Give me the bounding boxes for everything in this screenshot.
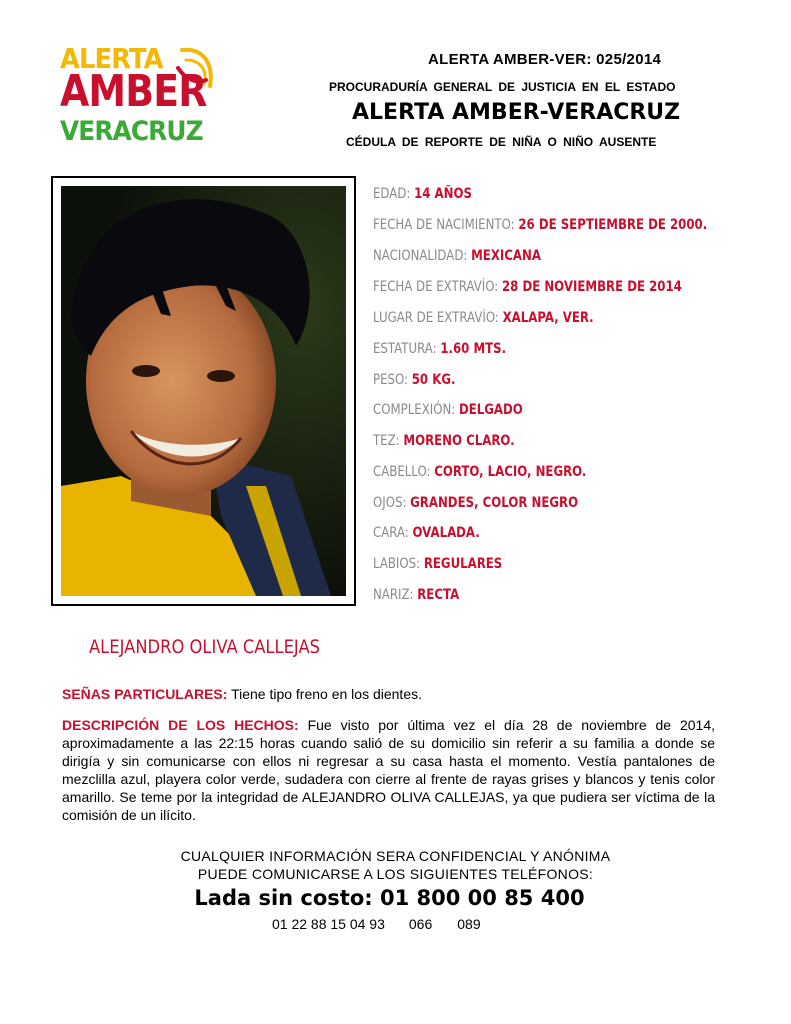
field-nariz: NARIZ: RECTA (373, 587, 460, 603)
description-text: Fue visto por última vez el día 28 de noviembre de 2014, aproximadamente a las 22:15 horas cuando salió de su domicilio sin referir a su familia a donde se dirigía y sin comunicarse con ellos ni regresar a su casa hasta el momento. Vestía pantalones de mezclilla azul, playera color verde, sudadera con cierre al frente de rayas grises y blancos y tenis color amarillo. Se teme por la integridad de ALEJANDRO OLIVA CALLEJAS, ya que pudiera ser víctima de la comisión de un ilícito. (62, 717, 715, 823)
logo-arc-icon (176, 40, 220, 100)
document-subtitle: CÉDULA DE REPORTE DE NIÑA O NIÑO AUSENTE (346, 135, 657, 149)
alerta-amber-logo (58, 40, 218, 150)
phone-number-3: 089 (457, 916, 481, 932)
confidential-notice: CUALQUIER INFORMACIÓN SERA CONFIDENCIAL Y ANÓNIMA (180, 848, 611, 864)
missing-person-name: ALEJANDRO OLIVA CALLEJAS (89, 636, 321, 658)
field-ojos: OJOS: GRANDES, COLOR NEGRO (373, 495, 579, 511)
photo-frame (51, 176, 356, 606)
logo-line-veracruz: VERACRUZ (60, 116, 203, 147)
field-cabello: CABELLO: CORTO, LACIO, NEGRO. (373, 464, 587, 480)
field-fecha-extravio: FECHA DE EXTRAVÍO: 28 DE NOVIEMBRE DE 2014 (373, 279, 682, 295)
phone-number-2: 066 (408, 916, 433, 932)
field-lugar-extravio: LUGAR DE EXTRAVÍO: XALAPA, VER. (373, 310, 594, 326)
phone-numbers (272, 916, 481, 932)
logo-line-alerta: ALERTA (60, 42, 163, 75)
field-edad: EDAD: 14 AÑOS (373, 186, 472, 202)
logo-line-amber: AMBER (60, 66, 207, 117)
field-fecha-nacimiento: FECHA DE NACIMIENTO: 26 DE SEPTIEMBRE DE 2000. (373, 217, 708, 233)
senas-text: Tiene tipo freno en los dientes. (231, 686, 422, 702)
document-title: ALERTA AMBER-VERACRUZ (352, 100, 681, 125)
field-labios: LABIOS: REGULARES (373, 556, 503, 572)
alert-code: ALERTA AMBER-VER: 025/2014 (428, 51, 662, 68)
field-peso: PESO: 50 KG. (373, 372, 456, 388)
senas-label: SEÑAS PARTICULARES: (62, 686, 228, 702)
description-label: DESCRIPCIÓN DE LOS HECHOS: (62, 717, 299, 733)
field-complexion: COMPLEXIÓN: DELGADO (373, 402, 523, 418)
contact-instructions: PUEDE COMUNICARSE A LOS SIGUIENTES TELÉFONOS: (197, 866, 594, 882)
incident-description (62, 716, 715, 824)
distinguishing-marks (62, 686, 422, 702)
field-tez: TEZ: MORENO CLARO. (373, 433, 515, 449)
toll-free-number: Lada sin costo: 01 800 00 85 400 (194, 886, 585, 910)
phone-number-1: 01 22 88 15 04 93 (272, 916, 385, 932)
missing-child-photo (61, 186, 346, 596)
field-estatura: ESTATURA: 1.60 MTS. (373, 341, 507, 357)
field-cara: CARA: OVALADA. (373, 525, 480, 541)
agency-name: PROCURADURÍA GENERAL DE JUSTICIA EN EL ESTADO (329, 80, 676, 94)
field-nacionalidad: NACIONALIDAD: MEXICANA (373, 248, 541, 264)
